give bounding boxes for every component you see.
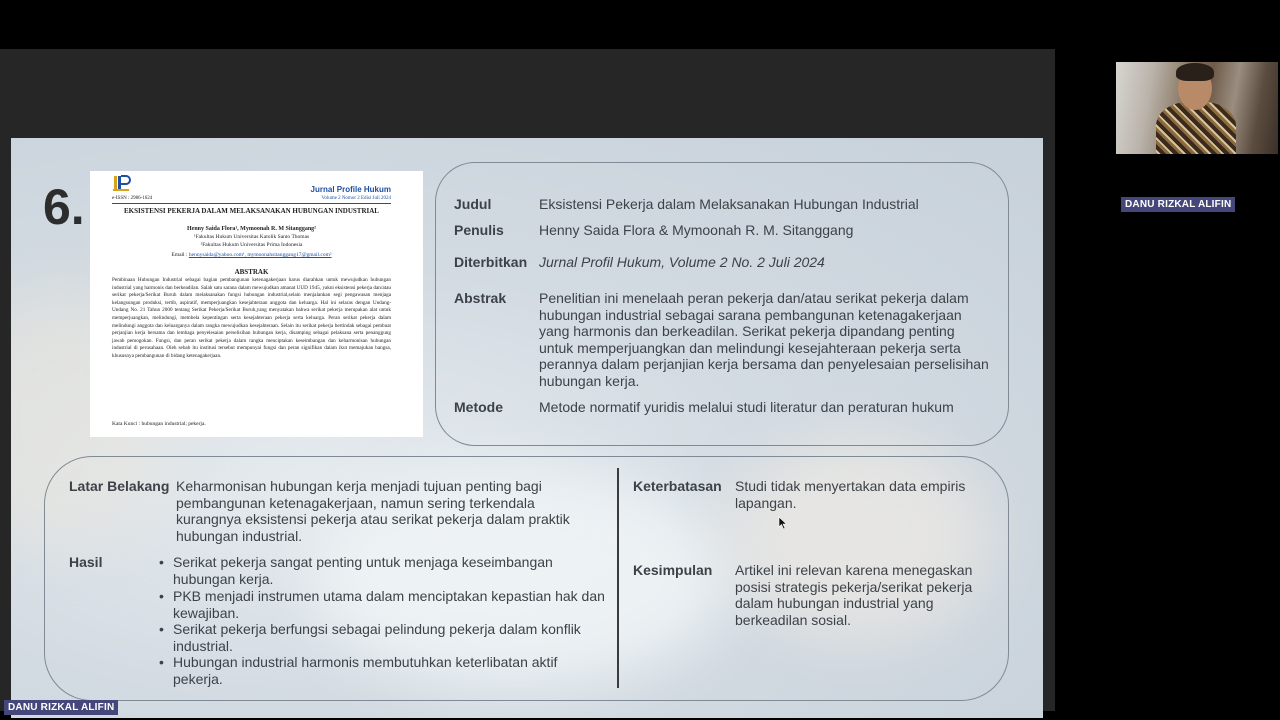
keterbatasan-value: Studi tidak menyertakan data empiris lapangan. xyxy=(735,478,966,511)
self-name-tag: DANU RIZKAL ALIFIN xyxy=(4,700,118,715)
penulis-value: Henny Saida Flora & Mymoonah R. M. Sitanggang xyxy=(539,222,854,238)
paper-journal-name: Jurnal Profile Hukum xyxy=(310,185,391,194)
latar-belakang-value: Keharmonisan hubungan kerja menjadi tujuan penting bagi pembangunan ketenagakerjaan, namun sering terkendala kurangnya eksistensi pekerja atau serikat pekerja dalam praktik hubungan industrial. xyxy=(176,478,570,544)
mouse-cursor-icon xyxy=(778,516,788,530)
participant-hair xyxy=(1176,63,1214,81)
paper-affiliation-1: ¹Fakultas Hukum Universitas Katolik Santo Thomas xyxy=(193,234,310,240)
slide-number: 6. xyxy=(43,179,85,235)
paper-volume: Volume 2 Nomor 2 Edisi Juli 2024 xyxy=(321,196,391,201)
kesimpulan-label: Kesimpulan xyxy=(633,562,713,578)
paper-abstract-heading: ABSTRAK xyxy=(234,268,269,276)
keterbatasan-label: Keterbatasan xyxy=(633,478,722,494)
kesimpulan-value: Artikel ini relevan karena menegaskan posisi strategis pekerja/serikat pekerja dalam hubungan industrial yang berkeadilan sosial. xyxy=(735,562,973,628)
participant-name-tag: DANU RIZKAL ALIFIN xyxy=(1121,197,1235,212)
journal-paper-image xyxy=(90,171,423,437)
paper-email-line xyxy=(112,252,391,258)
paper-keywords: Kata Kunci : hubungan industrial; pekerja. xyxy=(112,421,206,427)
metode-label: Metode xyxy=(454,399,503,415)
metode-value: Metode normatif yuridis melalui studi literatur dan peraturan hukum xyxy=(539,399,954,415)
paper-abstract-text: Pembinaan Hubungan Industrial sebagai bagian pembangunan ketenagakerjaan harus diarahkan untuk mewujudkan hubungan industrial yang harmonis dan berkeadilan. Salah satu sarana dalam mewujudkan amanat UUD 1945, yakni eksistensi pekerja dan/atau serikat pekerja/Serikat Buruh dalam melaksanakan fungsi hubungan industrial,selain menjalankan segi pengawasan menjaga kelangsungan produksi, tertib, aspiratif, memperjuangkan kesejahteraan anggota dan keluarga. Hal ini selaras dengan Undang-Undang No. 21 Tahun 2000 tentang Serikat Pekerja/Serikat Buruh,yang menyatakan bahwa serikat pekerja merupakan alat untuk memperjuangkan, melindungi, membela kepentingan serta kesejahteraan pekerja serta keluarga. Peran serikat pekerja dalam melindungi anggota dan keluarganya dalam rangka mewujudkan kesejahteraan. Selain itu serikat pekerja bertindak sebagai pembuat perjanjian kerja bersama dan lembaga penyelesaian perselisihan hubungan kerja, disamping sebagai pelaksana serta penanggung jawab pemogokan. Fungsi, dan peran serikat pekerja dalam rangka menciptakan keseimbangan dan keharmonisan hubungan industrial di perusahaan. Oleh sebab itu institusi tersebut mempunyai fungsi dan peran signifikan dalam ikut memajukan bangsa, khususnya pembangunan di bidang ketenagakerjaan. xyxy=(112,277,391,359)
abstrak-label: Abstrak xyxy=(454,290,507,306)
abstrak-value: Penelitian ini menelaah peran pekerja dan/atau serikat pekerja dalam hubungan industrial sebagai sarana pembangunan ketenagakerjaan yang harmonis dan berkeadilan. Serikat pekerja dipandang penting untuk memperjuangkan dan melindungi kesejahteraan pekerja serta perannya dalam perjanjian kerja bersama dan penyelesaian perselisihan hubungan kerja. xyxy=(539,290,989,389)
paper-email-label: Email : xyxy=(171,252,188,258)
hasil-item: • Hubungan industrial harmonis membutuhkan keterlibatan aktif pekerja. xyxy=(159,654,558,687)
diterbitkan-value: Jurnal Profil Hukum, Volume 2 No. 2 Juli 2024 xyxy=(539,254,825,270)
judul-label: Judul xyxy=(454,196,492,212)
paper-issn: e-ISSN : 2986-1624 xyxy=(112,196,153,201)
participant-video-tile[interactable] xyxy=(1116,62,1278,154)
judul-value: Eksistensi Pekerja dalam Melaksanakan Hubungan Industrial xyxy=(539,196,919,212)
hasil-item: • Serikat pekerja berfungsi sebagai pelindung pekerja dalam konflik industrial. xyxy=(159,621,581,654)
summary-divider xyxy=(617,468,619,688)
paper-title: EKSISTENSI PEKERJA DALAM MELAKSANAKAN HUBUNGAN INDUSTRIAL xyxy=(124,207,379,215)
paper-email-links: hennysaida@yahoo.com¹, mymoonahsitanggang17@gmail.com² xyxy=(188,252,332,258)
journal-logo-icon xyxy=(112,175,132,193)
diterbitkan-label: Diterbitkan xyxy=(454,254,528,270)
hasil-item: • PKB menjadi instrumen utama dalam menciptakan kepastian hak dan kewajiban. xyxy=(159,588,605,621)
paper-authors: Henny Saida Flora¹, Mymoonah R. M Sitanggang² xyxy=(187,226,316,232)
hasil-item: • Serikat pekerja sangat penting untuk menjaga keseimbangan hubungan kerja. xyxy=(159,554,553,587)
penulis-label: Penulis xyxy=(454,222,504,238)
paper-affiliation-2: ²Fakultas Hukum Universitas Prima Indonesia xyxy=(200,242,303,248)
hasil-label: Hasil xyxy=(69,554,103,570)
latar-belakang-label: Latar Belakang xyxy=(69,478,170,494)
screen-share-area xyxy=(0,49,1055,711)
paper-divider xyxy=(112,203,391,204)
presentation-slide xyxy=(11,138,1043,718)
